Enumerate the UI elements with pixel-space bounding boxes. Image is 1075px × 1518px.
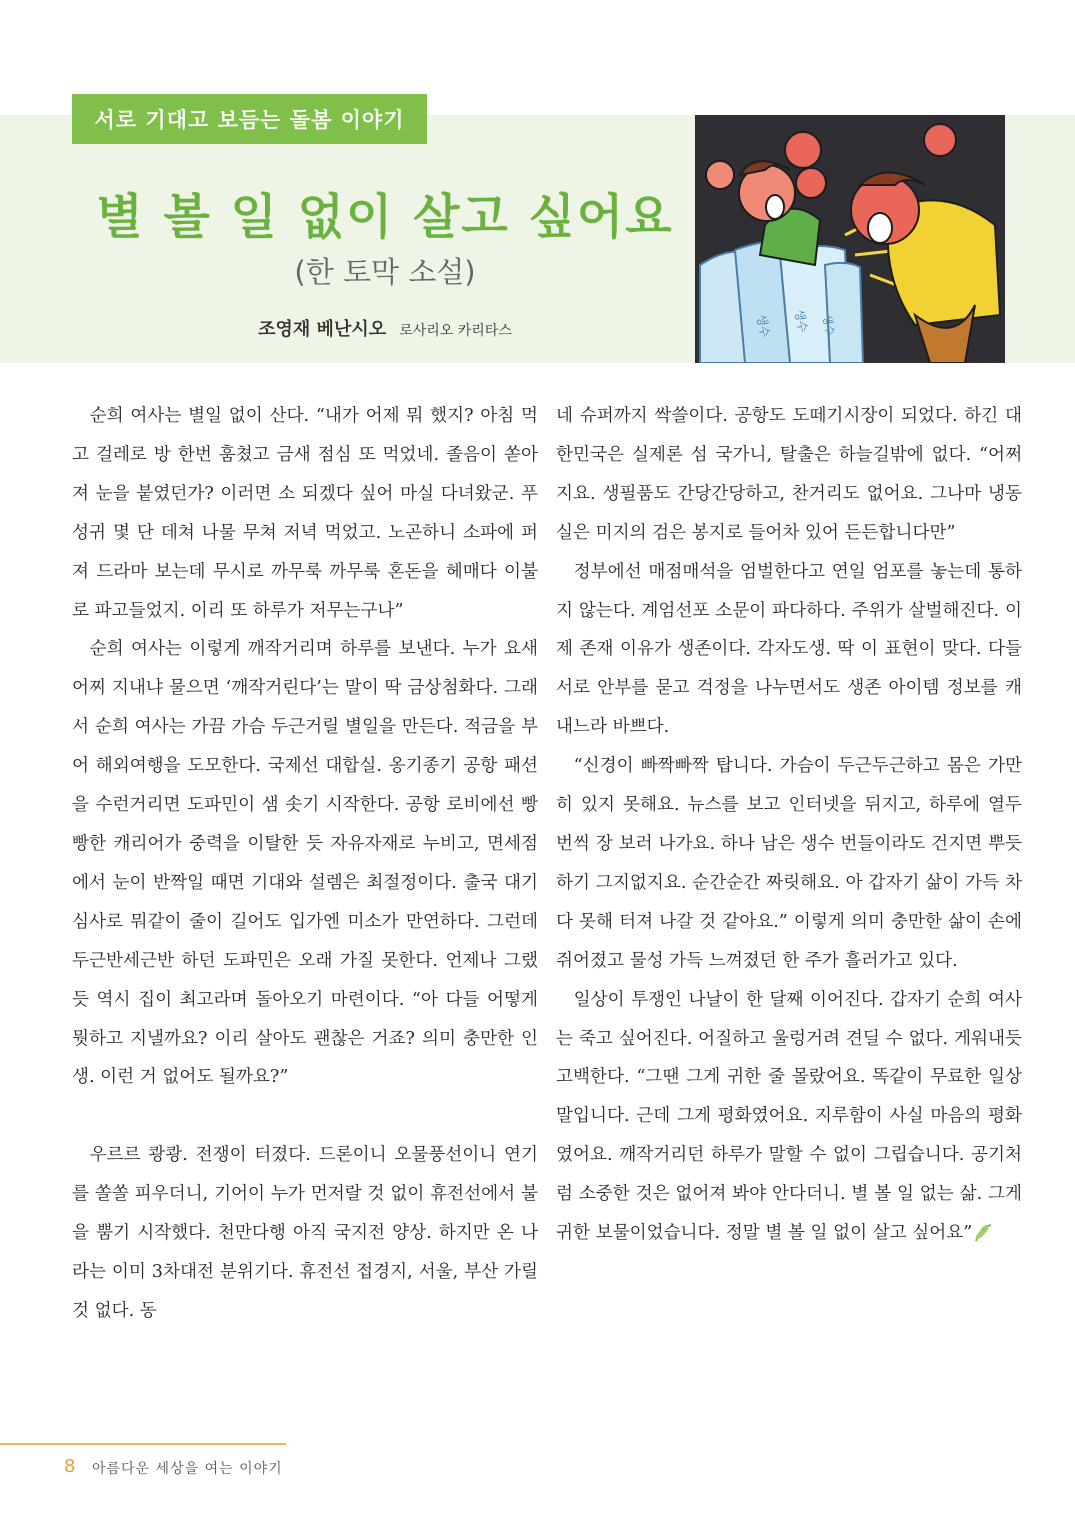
bottle-label: 생수 (792, 308, 810, 334)
paragraph: 네 슈퍼까지 싹쓸이다. 공항도 도떼기시장이 되었다. 하긴 대한민국은 실제론 섬 국가니, 탈출은 하늘길밖에 없다. “어쩌지요. 생필품도 간당간당하고, 찬거리도 없어요. 그나마 냉동실은 미지의 검은 봉지로 들어차 있어 든든합니다만” (556, 406, 1022, 543)
footer-rule (0, 1443, 286, 1445)
bottle-label: 생수 (754, 313, 772, 339)
byline (80, 315, 690, 341)
leaf-icon (972, 1222, 994, 1244)
article-subtitle: (한 토막 소설) (294, 255, 476, 289)
bottle-label: 생수 (820, 313, 837, 337)
paragraph: 정부에선 매점매석을 엄벌한다고 연일 엄포를 놓는데 통하지 않는다. 계엄선포 소문이 파다하다. 주위가 살벌해진다. 이제 존재 이유가 생존이다. 각자도생. 딱 이 표현이 맞다. 다들 서로 안부를 묻고 걱정을 나누면서도 생존 아이템 정보를 캐내느라 바쁘다. (556, 561, 1022, 738)
page-number: 8 (64, 1456, 76, 1477)
series-tag: 서로 기대고 보듬는 돌봄 이야기 (72, 94, 427, 144)
author-name: 조영재 베난시오 (258, 319, 387, 340)
paragraph-last (556, 981, 1022, 1253)
paragraph: 우르르 쾅쾅. 전쟁이 터졌다. 드론이니 오물풍선이니 연기를 쏠쏠 피우더니, 기어이 누가 먼저랄 것 없이 휴전선에서 불을 뿜기 시작했다. 천만다행 아직 국지전 양상. 하지만 온 나라는 이미 3차대전 분위기다. 휴전선 접경지, 서울, 부산 가릴 것 없다. 동 (72, 1145, 538, 1321)
text-column-right (556, 397, 1022, 1253)
paragraph-gap (72, 1097, 538, 1136)
paragraph: “신경이 빠짝빠짝 탑니다. 가슴이 두근두근하고 몸은 가만히 있지 못해요. 뉴스를 보고 인터넷을 뒤지고, 하루에 열두 번씩 장 보러 나가요. 하나 남은 생수 번들이라도 건지면 뿌듯하기 그지없지요. 순간순간 짜릿해요. 아 갑자기 삶이 가득 차다 못해 터져 나갈 것 같아요.” 이렇게 의미 충만한 삶이 손에 쥐어졌고 물성 가득 느껴졌던 한 주가 흘러가고 있다. (556, 756, 1022, 971)
paragraph: 순희 여사는 이렇게 깨작거리며 하루를 보낸다. 누가 요새 어찌 지내냐 물으면 ‘깨작거린다’는 말이 딱 금상첨화다. 그래서 순희 여사는 가끔 가슴 두근거릴 별일을 만든다. 적금을 부어 해외여행을 도모한다. 국제선 대합실. 옹기종기 공항 패션을 수런거리면 도파민이 샘 솟기 시작한다. 공항 로비에선 빵빵한 캐리어가 중력을 이탈한 듯 자유자재로 누비고, 면세점에서 눈이 반짝일 때면 기대와 설렘은 최절정이다. 출국 대기 심사로 뭐같이 줄이 길어도 입가엔 미소가 만연하다. 그런데 두근반세근반 하던 도파민은 오래 가질 못한다. 언제나 그랬듯 역시 집이 최고라며 돌아오기 마련이다. “아 다들 어떻게 뭣하고 지낼까요? 이리 살아도 괜찮은 거죠? 의미 충만한 인생. 이런 거 없어도 될까요?” (72, 639, 538, 1088)
paragraph: 순희 여사는 별일 없이 산다. “내가 어제 뭐 했지? 아침 먹고 걸레로 방 한번 훔쳤고 금새 점심 또 먹었네. 졸음이 쏟아져 눈을 붙였던가? 이러면 소 되겠다 싶어 마실 다녀왔군. 푸성귀 몇 단 데쳐 나물 무쳐 저녁 먹었고. 노곤하니 소파에 퍼져 드라마 보는데 무시로 까무룩 까무룩 혼돈을 헤매다 이불로 파고들었지. 이리 또 하루가 저무는구나” (72, 406, 538, 621)
author-affiliation: 로사리오 카리타스 (399, 323, 512, 339)
article-title: 별 볼 일 없이 살고 싶어요 (96, 189, 674, 245)
article-illustration (695, 115, 1005, 363)
magazine-name: 아름다운 세상을 여는 이야기 (92, 1461, 283, 1477)
text-column-left (72, 397, 538, 1331)
paragraph-text: 일상이 투쟁인 나날이 한 달째 이어진다. 갑자기 순희 여사는 죽고 싶어진다. 어질하고 울렁거려 견딜 수 없다. 게워내듯 고백한다. “그땐 그게 귀한 줄 몰랐어요. 똑같이 무료한 일상 말입니다. 근데 그게 평화였어요. 지루함이 사실 마음의 평화였어요. 깨작거리던 하루가 말할 수 없이 그립습니다. 공기처럼 소중한 것은 없어져 봐야 안다더니. 별 볼 일 없는 삶. 그게 귀한 보물이었습니다. 정말 별 볼 일 없이 살고 싶어요” (556, 989, 1022, 1244)
